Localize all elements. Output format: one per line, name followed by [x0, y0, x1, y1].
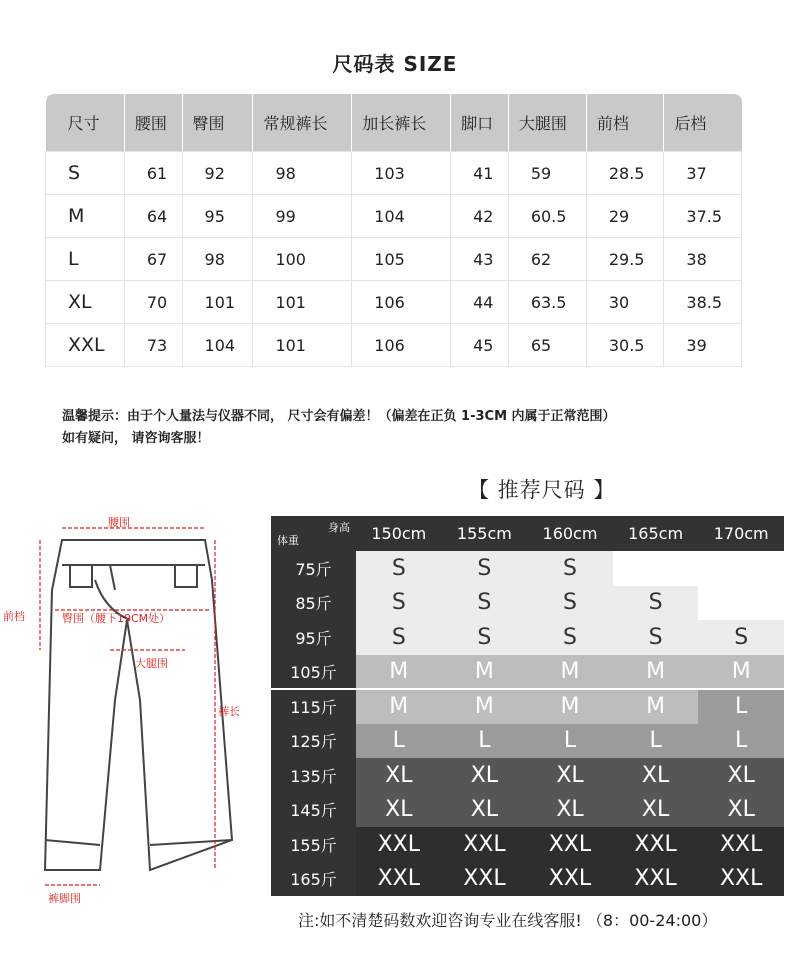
size-cell: XL — [613, 758, 699, 793]
size-cell: XXL — [442, 862, 528, 897]
size-header-cell: 加长裤长 — [352, 94, 451, 152]
size-cell: L — [356, 724, 442, 759]
thigh-label: 大腿围 — [135, 657, 168, 670]
size-cell: S — [527, 586, 613, 621]
size-cell: XXL — [356, 862, 442, 897]
size-cell: L — [698, 724, 784, 759]
size-cell: XL — [527, 758, 613, 793]
size-value-cell: 100 — [253, 238, 352, 281]
table-row — [46, 238, 742, 281]
weight-label: 165斤 — [271, 862, 356, 897]
recommend-title: 【 推荐尺码 】 — [468, 478, 616, 502]
size-cell: XL — [698, 758, 784, 793]
size-value-cell: 70 — [124, 281, 182, 324]
size-value-cell: 67 — [124, 238, 182, 281]
size-value-cell: 64 — [124, 195, 182, 238]
weight-label: 85斤 — [271, 586, 356, 621]
height-header: 170cm — [698, 516, 784, 551]
hem-label: 裤脚围 — [48, 892, 81, 905]
weight-label: 105斤 — [271, 655, 356, 690]
size-cell: XXL — [613, 827, 699, 862]
size-cell: M — [527, 655, 613, 690]
size-header-cell: 大腿围 — [508, 94, 586, 152]
size-value-cell: 101 — [253, 324, 352, 367]
size-cell: M — [527, 689, 613, 724]
size-value-cell: 38.5 — [664, 281, 742, 324]
size-table-header — [46, 94, 742, 152]
size-value-cell: 92 — [182, 152, 253, 195]
corner-cell — [271, 516, 356, 551]
size-cell: XXL — [613, 862, 699, 897]
size-value-cell: 38 — [664, 238, 742, 281]
size-value-cell: 73 — [124, 324, 182, 367]
size-value-cell: 105 — [352, 238, 451, 281]
size-value-cell: 98 — [253, 152, 352, 195]
table-row — [46, 152, 742, 195]
size-cell: XL — [356, 793, 442, 828]
size-value-cell: 60.5 — [508, 195, 586, 238]
size-cell: L — [527, 724, 613, 759]
size-value-cell: 37 — [664, 152, 742, 195]
height-header: 160cm — [527, 516, 613, 551]
pants-diagram — [0, 510, 240, 910]
size-cell: S — [698, 620, 784, 655]
size-cell: M — [442, 655, 528, 690]
front-rise-label: 前档 — [3, 610, 25, 623]
size-cell — [698, 551, 784, 586]
corner-weight-label: 体重 — [277, 534, 299, 547]
size-value-cell: 98 — [182, 238, 253, 281]
size-value-cell: 42 — [451, 195, 509, 238]
size-cell: S — [442, 620, 528, 655]
size-label-cell: M — [46, 195, 125, 238]
size-cell: XXL — [527, 827, 613, 862]
size-value-cell: 101 — [253, 281, 352, 324]
weight-label: 135斤 — [271, 758, 356, 793]
size-value-cell: 99 — [253, 195, 352, 238]
hip-label: 臀围（腰下19CM处） — [62, 612, 171, 625]
size-cell: S — [442, 551, 528, 586]
notice-line-2: 如有疑问， 请咨询客服！ — [62, 431, 210, 446]
size-cell: S — [527, 620, 613, 655]
size-cell: XL — [442, 793, 528, 828]
weight-label: 95斤 — [271, 620, 356, 655]
size-cell: S — [356, 586, 442, 621]
size-cell: XXL — [442, 827, 528, 862]
notice-line-1: 温馨提示：由于个人量法与仪器不同， 尺寸会有偏差！（偏差在正负 1-3CM 内属于正常范围） — [62, 409, 616, 424]
notice — [62, 406, 616, 450]
size-label-cell: S — [46, 152, 125, 195]
size-value-cell: 103 — [352, 152, 451, 195]
size-value-cell: 29.5 — [586, 238, 664, 281]
size-value-cell: 106 — [352, 324, 451, 367]
weight-label: 75斤 — [271, 551, 356, 586]
height-header: 155cm — [442, 516, 528, 551]
size-cell: XXL — [356, 827, 442, 862]
size-value-cell: 104 — [182, 324, 253, 367]
size-label-cell: XL — [46, 281, 125, 324]
size-value-cell: 30 — [586, 281, 664, 324]
weight-label: 125斤 — [271, 724, 356, 759]
size-cell: XXL — [527, 862, 613, 897]
size-value-cell: 41 — [451, 152, 509, 195]
size-header-cell: 臀围 — [182, 94, 253, 152]
size-cell: L — [613, 724, 699, 759]
size-header-cell: 后档 — [664, 94, 742, 152]
size-cell: M — [613, 689, 699, 724]
size-value-cell: 44 — [451, 281, 509, 324]
pants-outline-icon — [45, 540, 232, 870]
size-cell: XL — [527, 793, 613, 828]
size-value-cell: 39 — [664, 324, 742, 367]
size-header-cell: 前档 — [586, 94, 664, 152]
size-cell: XXL — [698, 862, 784, 897]
weight-label: 115斤 — [271, 689, 356, 724]
size-cell — [698, 586, 784, 621]
footnote: 注:如不清楚码数欢迎咨询专业在线客服! （8：00-24:00） — [298, 911, 718, 930]
size-cell: M — [356, 689, 442, 724]
size-cell: S — [527, 551, 613, 586]
size-table — [45, 94, 742, 367]
size-cell: S — [356, 620, 442, 655]
size-value-cell: 30.5 — [586, 324, 664, 367]
size-cell: XL — [442, 758, 528, 793]
size-value-cell: 61 — [124, 152, 182, 195]
size-header-cell: 尺寸 — [46, 94, 125, 152]
size-cell: S — [613, 586, 699, 621]
size-value-cell: 63.5 — [508, 281, 586, 324]
size-cell: XL — [356, 758, 442, 793]
size-value-cell: 29 — [586, 195, 664, 238]
size-label-cell: XXL — [46, 324, 125, 367]
size-cell: L — [698, 689, 784, 724]
size-cell: M — [442, 689, 528, 724]
size-value-cell: 104 — [352, 195, 451, 238]
size-value-cell: 65 — [508, 324, 586, 367]
size-value-cell: 101 — [182, 281, 253, 324]
size-value-cell: 106 — [352, 281, 451, 324]
length-label: 裤长 — [218, 705, 240, 718]
size-cell: M — [613, 655, 699, 690]
table-row — [46, 324, 742, 367]
size-value-cell: 28.5 — [586, 152, 664, 195]
size-header-cell: 腰围 — [124, 94, 182, 152]
size-cell — [613, 551, 699, 586]
weight-label: 155斤 — [271, 827, 356, 862]
measure-lines — [40, 528, 215, 885]
size-cell: XL — [698, 793, 784, 828]
corner-height-label: 身高 — [328, 521, 350, 534]
size-value-cell: 45 — [451, 324, 509, 367]
weight-label: 145斤 — [271, 793, 356, 828]
waist-label: 腰围 — [108, 516, 130, 529]
size-value-cell: 37.5 — [664, 195, 742, 238]
size-header-cell: 脚口 — [451, 94, 509, 152]
table-row — [46, 195, 742, 238]
height-header: 150cm — [356, 516, 442, 551]
page-title: 尺码表 SIZE — [332, 52, 458, 76]
size-label-cell: L — [46, 238, 125, 281]
size-table-body — [46, 152, 742, 367]
size-value-cell: 43 — [451, 238, 509, 281]
size-cell: XL — [613, 793, 699, 828]
size-cell: M — [356, 655, 442, 690]
size-cell: M — [698, 655, 784, 690]
size-cell: S — [356, 551, 442, 586]
size-header-cell: 常规裤长 — [253, 94, 352, 152]
size-cell: XXL — [698, 827, 784, 862]
recommend-grid — [271, 516, 784, 896]
grid-divider — [271, 688, 784, 690]
size-cell: L — [442, 724, 528, 759]
height-header: 165cm — [613, 516, 699, 551]
size-value-cell: 95 — [182, 195, 253, 238]
size-cell: S — [613, 620, 699, 655]
size-value-cell: 62 — [508, 238, 586, 281]
size-cell: S — [442, 586, 528, 621]
size-value-cell: 59 — [508, 152, 586, 195]
table-row — [46, 281, 742, 324]
